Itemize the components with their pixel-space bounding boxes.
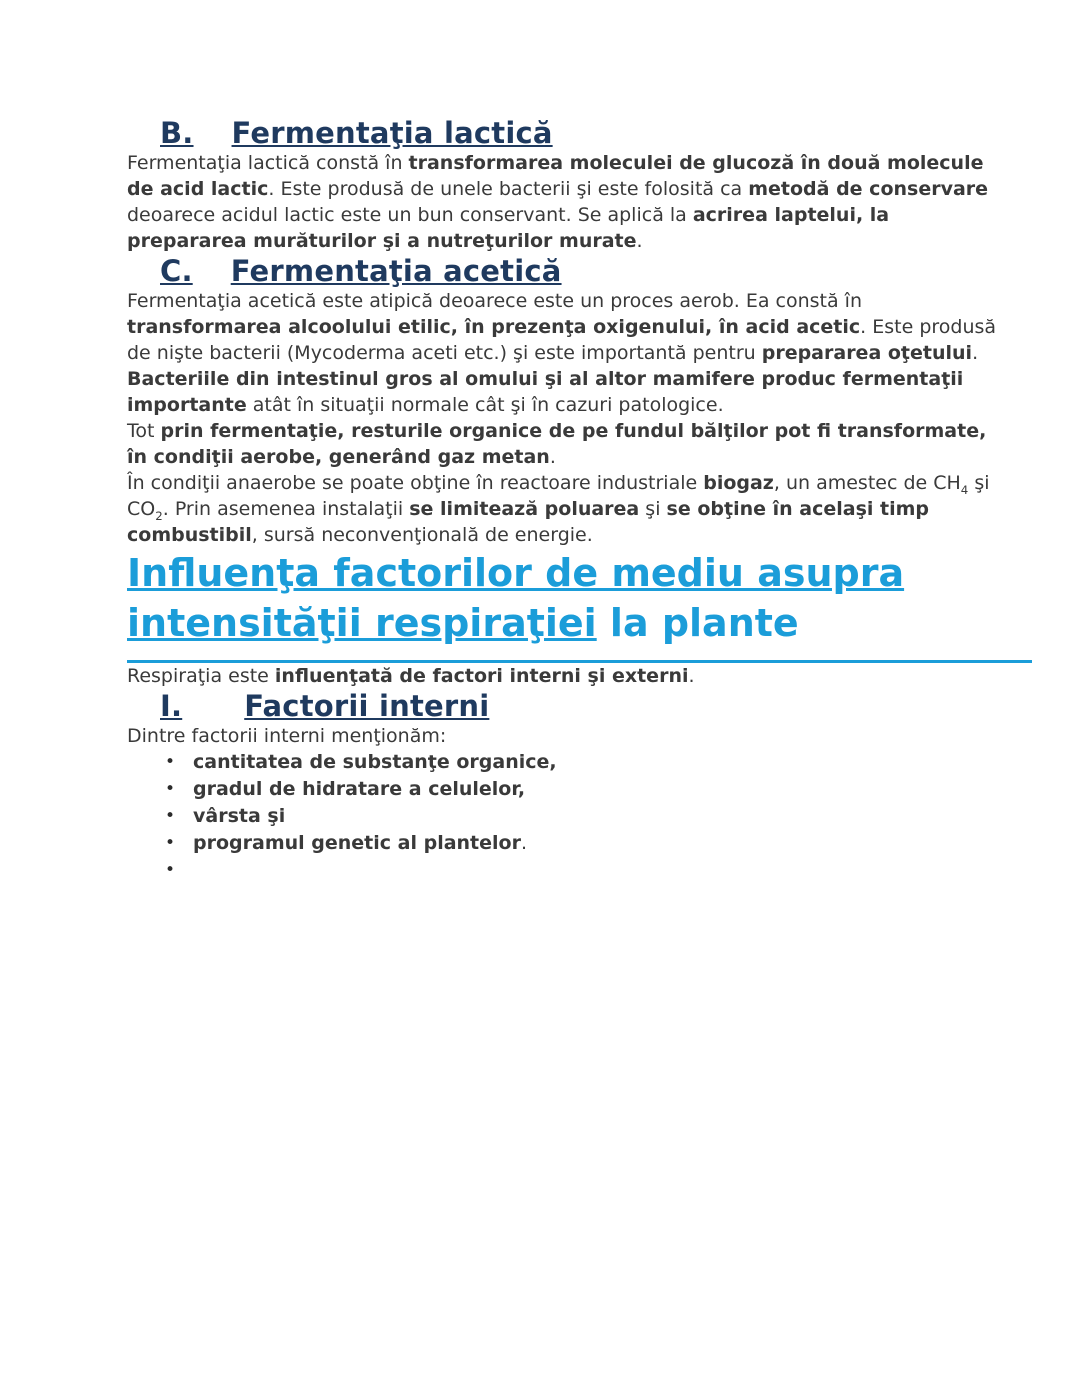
paragraph-fermentatia-acetica: Fermentaţia acetică este atipică deoarece este un proces aerob. Ea constă în transformarea alcoolului etilic, în prezenţa oxigenului, în acid acetic. Este produsă de nişte bacterii (Mycoderma aceti etc.) şi este importantă pentru prepararea oţetului. [127, 290, 997, 364]
list-item: • cantitatea de substanţe organice, [165, 749, 1032, 776]
bullet-icon: • [165, 860, 176, 880]
list-item: • gradul de hidratare a celulelor, [165, 776, 1032, 803]
list-item: • vârsta şi [165, 803, 1032, 830]
chapter-heading: Influenţa factorilor de mediu asupra intensităţii respiraţiei la plante [127, 548, 1032, 663]
heading-title: Fermentaţia lactică [231, 116, 553, 150]
paragraph-fermentatia-lactica: Fermentaţia lactică constă în transformarea moleculei de glucoză în două molecule de acid lactic. Este produsă de unele bacterii şi este folosită ca metodă de conservare deoarece acidul lactic este un bun conservant. Se aplică la acrirea laptelui, la prepararea murăturilor şi a nutreţurilor murate. [127, 152, 989, 252]
paragraph-biogaz: În condiţii anaerobe se poate obţine în reactoare industriale biogaz, un amestec de $CH_4$ şi $CO_2$. Prin asemenea instalaţii se limitează poluarea şi se obţine în acelaşi timp combustibil, sursă neconvenţională de energie. [127, 472, 990, 546]
heading-fermentatia-lactica [127, 116, 1032, 150]
bullet-list [127, 749, 1032, 884]
list-item [165, 857, 1032, 884]
heading-title: Factorii interni [244, 689, 490, 723]
heading-factorii-interni [127, 689, 1032, 723]
bullet-icon: • [165, 752, 176, 772]
heading-number: B. [160, 116, 194, 150]
bullet-icon: • [165, 806, 176, 826]
paragraph-gaz-metan: Tot prin fermentaţie, resturile organice de pe fundul bălţilor pot fi transformate, în condiţii aerobe, generând gaz metan. [127, 420, 987, 468]
paragraph-dintre-factorii: Dintre factorii interni menţionăm: [127, 725, 447, 747]
paragraph-bacteriile: Bacteriile din intestinul gros al omului şi al altor mamifere produc fermentaţii importante atât în situaţii normale cât şi în cazuri patologice. [127, 368, 964, 416]
paragraph-respiratia: Respiraţia este influenţată de factori interni şi externi. [127, 665, 695, 687]
heading-title: Fermentaţia acetică [230, 254, 562, 288]
heading-number: I. [160, 689, 183, 723]
heading-number: C. [160, 254, 193, 288]
bullet-icon: • [165, 833, 176, 853]
heading-fermentatia-acetica [127, 254, 1032, 288]
list-item: • programul genetic al plantelor. [165, 830, 1032, 857]
bullet-icon: • [165, 779, 176, 799]
